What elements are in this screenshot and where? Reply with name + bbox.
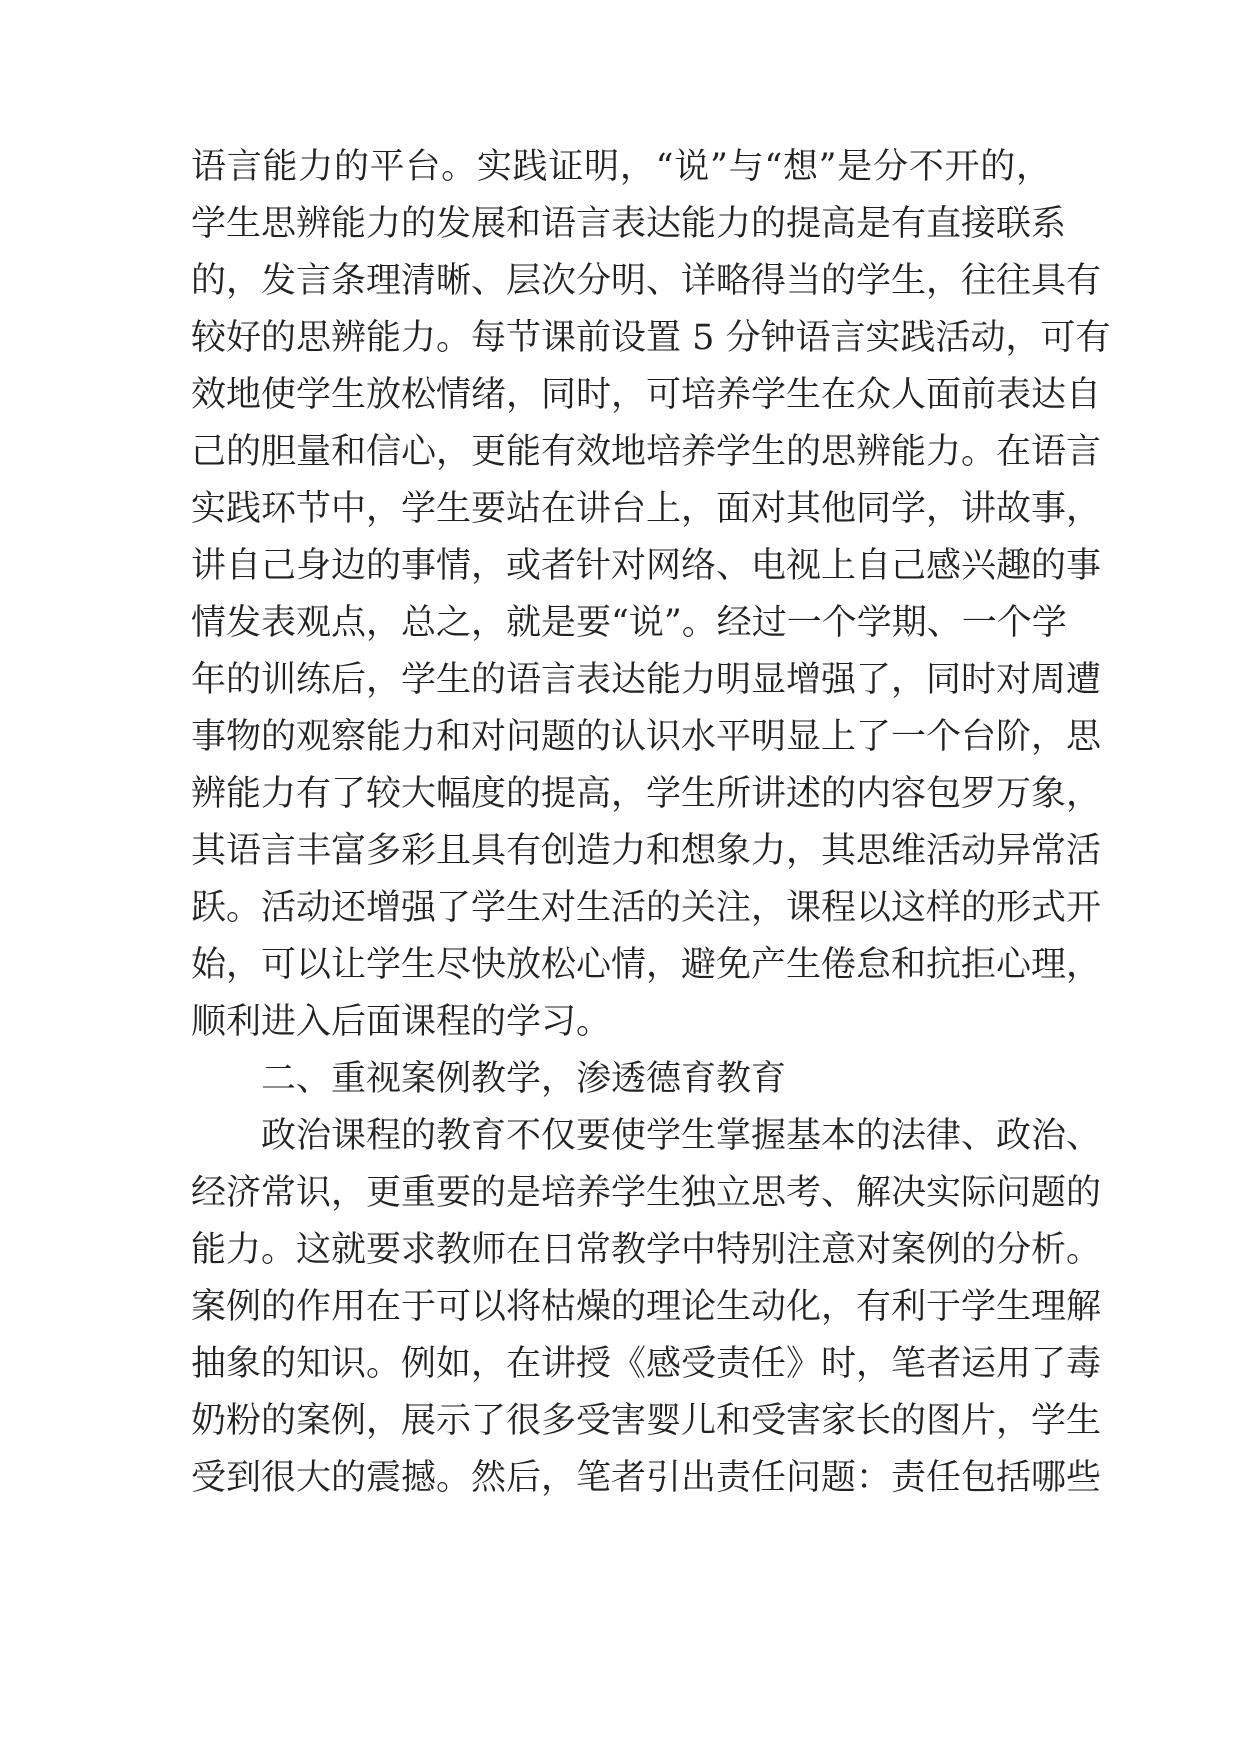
text-line: 情发表观点，总之，就是要“说”。经过一个学期、一个学 — [191, 603, 1067, 643]
text-line: 年的训练后，学生的语言表达能力明显增强了，同时对周遭 — [191, 660, 1102, 700]
text-line: 实践环节中，学生要站在讲台上，面对其他同学，讲故事， — [191, 489, 1102, 529]
text-line: 案例的作用在于可以将枯燥的理论生动化，有利于学生理解 — [191, 1287, 1102, 1327]
text-line: 能力。这就要求教师在日常教学中特别注意对案例的分析。 — [191, 1230, 1102, 1270]
text-line: 语言能力的平台。实践证明，“说”与“想”是分不开的， — [191, 147, 1051, 187]
text-line: 政治课程的教育不仅要使学生掌握基本的法律、政治、 — [261, 1116, 1102, 1156]
text-line: 辨能力有了较大幅度的提高，学生所讲述的内容包罗万象， — [191, 774, 1102, 814]
text-line: 事物的观察能力和对问题的认识水平明显上了一个台阶，思 — [191, 717, 1102, 757]
text-line: 始，可以让学生尽快放松心情，避免产生倦怠和抗拒心理， — [191, 945, 1102, 985]
text-line: 学生思辨能力的发展和语言表达能力的提高是有直接联系 — [191, 204, 1067, 244]
text-line: 奶粉的案例，展示了很多受害婴儿和受害家长的图片，学生 — [191, 1401, 1102, 1441]
text-line: 效地使学生放松情绪，同时，可培养学生在众人面前表达自 — [191, 375, 1102, 415]
text-line: 讲自己身边的事情，或者针对网络、电视上自己感兴趣的事 — [191, 546, 1102, 586]
text-line: 其语言丰富多彩且具有创造力和想象力，其思维活动异常活 — [191, 831, 1102, 871]
text-line: 经济常识，更重要的是培养学生独立思考、解决实际问题的 — [191, 1173, 1102, 1213]
text-line: 己的胆量和信心，更能有效地培养学生的思辨能力。在语言 — [191, 432, 1102, 472]
text-line: 跃。活动还增强了学生对生活的关注，课程以这样的形式开 — [191, 888, 1102, 928]
text-line: 顺利进入后面课程的学习。 — [191, 1002, 612, 1042]
text-line: 受到很大的震撼。然后，笔者引出责任问题：责任包括哪些 — [191, 1458, 1102, 1498]
text-line: 抽象的知识。例如，在讲授《感受责任》时，笔者运用了毒 — [191, 1344, 1102, 1384]
section-heading: 二、重视案例教学，渗透德育教育 — [261, 1059, 787, 1099]
text-line: 的，发言条理清晰、层次分明、详略得当的学生，往往具有 — [191, 261, 1102, 301]
text-line: 较好的思辨能力。每节课前设置 5 分钟语言实践活动，可有 — [191, 318, 1111, 358]
